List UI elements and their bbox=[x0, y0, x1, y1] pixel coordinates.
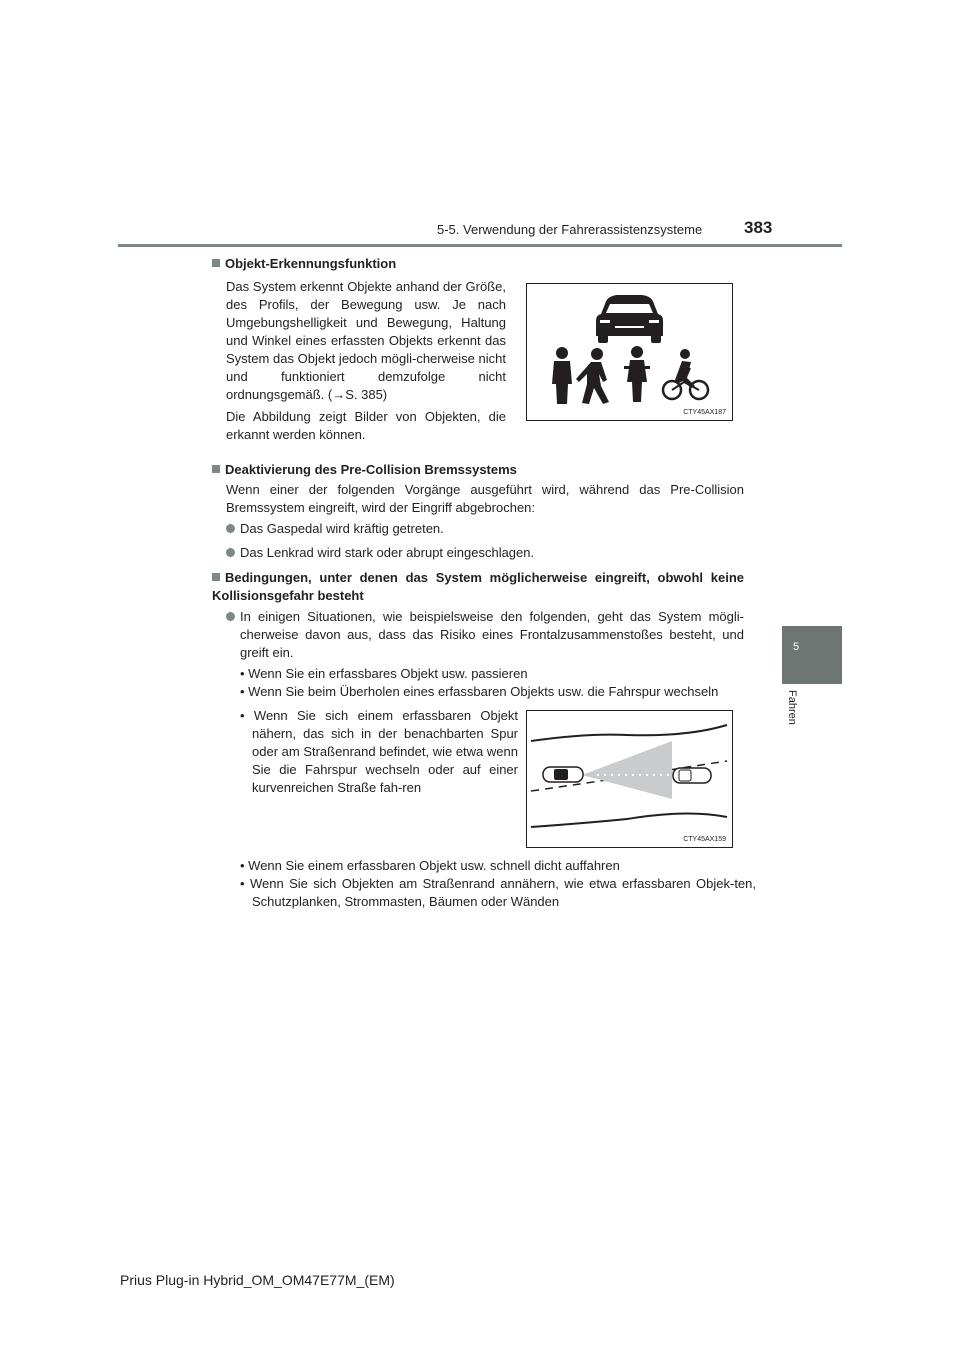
header-section-title: 5-5. Verwendung der Fahrerassistenzsysteme bbox=[437, 222, 703, 237]
figure-code: CTY45AX159 bbox=[683, 836, 726, 843]
chapter-tab bbox=[782, 626, 842, 684]
square-bullet-icon bbox=[212, 573, 220, 581]
round-bullet-icon bbox=[226, 612, 235, 621]
list-item bbox=[226, 608, 744, 662]
round-bullet-icon bbox=[226, 524, 235, 533]
sub-list-item: • Wenn Sie beim Überholen eines erfassbaren Objekts usw. die Fahrspur wechseln bbox=[240, 684, 719, 699]
own-car-icon bbox=[543, 767, 583, 782]
list-item-text: Das Gaspedal wird kräftig getreten. bbox=[240, 521, 444, 536]
sub-list-item: • Wenn Sie einem erfassbaren Objekt usw. schnell dicht auffahren bbox=[240, 858, 620, 873]
sub-list-item: • Wenn Sie sich einem erfassbaren Objekt nähern, das sich in der benachbarten Spur oder am Straßenrand befindet, wie etwa wenn Sie die Fahrspur wechseln oder auf einer kurvenreichen Straße fah-ren bbox=[240, 708, 518, 795]
sub-list-item: • Wenn Sie ein erfassbares Objekt usw. passieren bbox=[240, 666, 528, 681]
round-bullet-icon bbox=[226, 548, 235, 557]
paragraph: Wenn einer der folgenden Vorgänge ausgeführt wird, während das Pre-Collision Bremssystem eingreift, wird der Eingriff abgebrochen: bbox=[226, 482, 744, 515]
list-item bbox=[226, 520, 744, 538]
pedestrian-walking-icon bbox=[576, 348, 609, 404]
square-bullet-icon bbox=[212, 465, 220, 473]
list-item bbox=[226, 544, 744, 562]
section-heading-text: Deaktivierung des Pre-Collision Bremssystems bbox=[225, 462, 517, 477]
object-types-illustration bbox=[527, 284, 732, 420]
cyclist-side-icon bbox=[663, 349, 708, 399]
figure-code: CTY45AX187 bbox=[683, 409, 726, 416]
lane-change-illustration bbox=[527, 711, 732, 847]
footer-doc-id: Prius Plug-in Hybrid_OM_OM47E77M_(EM) bbox=[120, 1272, 395, 1288]
section-heading-text: Bedingungen, unter denen das System möglicherweise eingreift, obwohl keine Kollisionsgefahr besteht bbox=[212, 570, 744, 603]
other-car-icon bbox=[673, 768, 711, 783]
pedestrian-standing-icon bbox=[552, 347, 572, 404]
sub-list-item: • Wenn Sie sich Objekten am Straßenrand annähern, wie etwa erfassbaren Objek-ten, Schutzplanken, Strommasten, Bäumen oder Wänden bbox=[240, 876, 756, 909]
figure-object-types bbox=[526, 283, 733, 421]
chapter-number: 5 bbox=[793, 641, 800, 653]
paragraph: Das System erkennt Objekte anhand der Größe, des Profils, der Bewegung usw. Je nach Umgebungshelligkeit und Bewegung, Haltung und Winkel eines erfassten Objekts erkennt das System das Objekt jedoch mögli-cherweise nicht und funktioniert demzufolge nicht ordnungsgemäß. (→S. 385) bbox=[226, 279, 506, 402]
list-item-text: Das Lenkrad wird stark oder abrupt eingeschlagen. bbox=[240, 545, 535, 560]
page-number: 383 bbox=[744, 218, 773, 237]
header-rule bbox=[118, 244, 842, 247]
figure-lane-change bbox=[526, 710, 733, 848]
paragraph: Die Abbildung zeigt Bilder von Objekten, die erkannt werden können. bbox=[226, 409, 506, 442]
section-heading bbox=[212, 255, 732, 273]
section-heading-text: Objekt-Erkennungsfunktion bbox=[225, 256, 397, 271]
square-bullet-icon bbox=[212, 259, 220, 267]
car-front-icon bbox=[596, 295, 663, 343]
section-heading bbox=[212, 461, 744, 479]
section-heading bbox=[212, 569, 744, 605]
chapter-label: Fahren bbox=[786, 690, 798, 725]
cyclist-front-icon bbox=[624, 346, 650, 402]
list-item-text: In einigen Situationen, wie beispielsweise den folgenden, geht das System mögli-cherweise davon aus, dass das Risiko eines Frontalzusammenstoßes besteht, und greift ein. bbox=[240, 609, 744, 660]
